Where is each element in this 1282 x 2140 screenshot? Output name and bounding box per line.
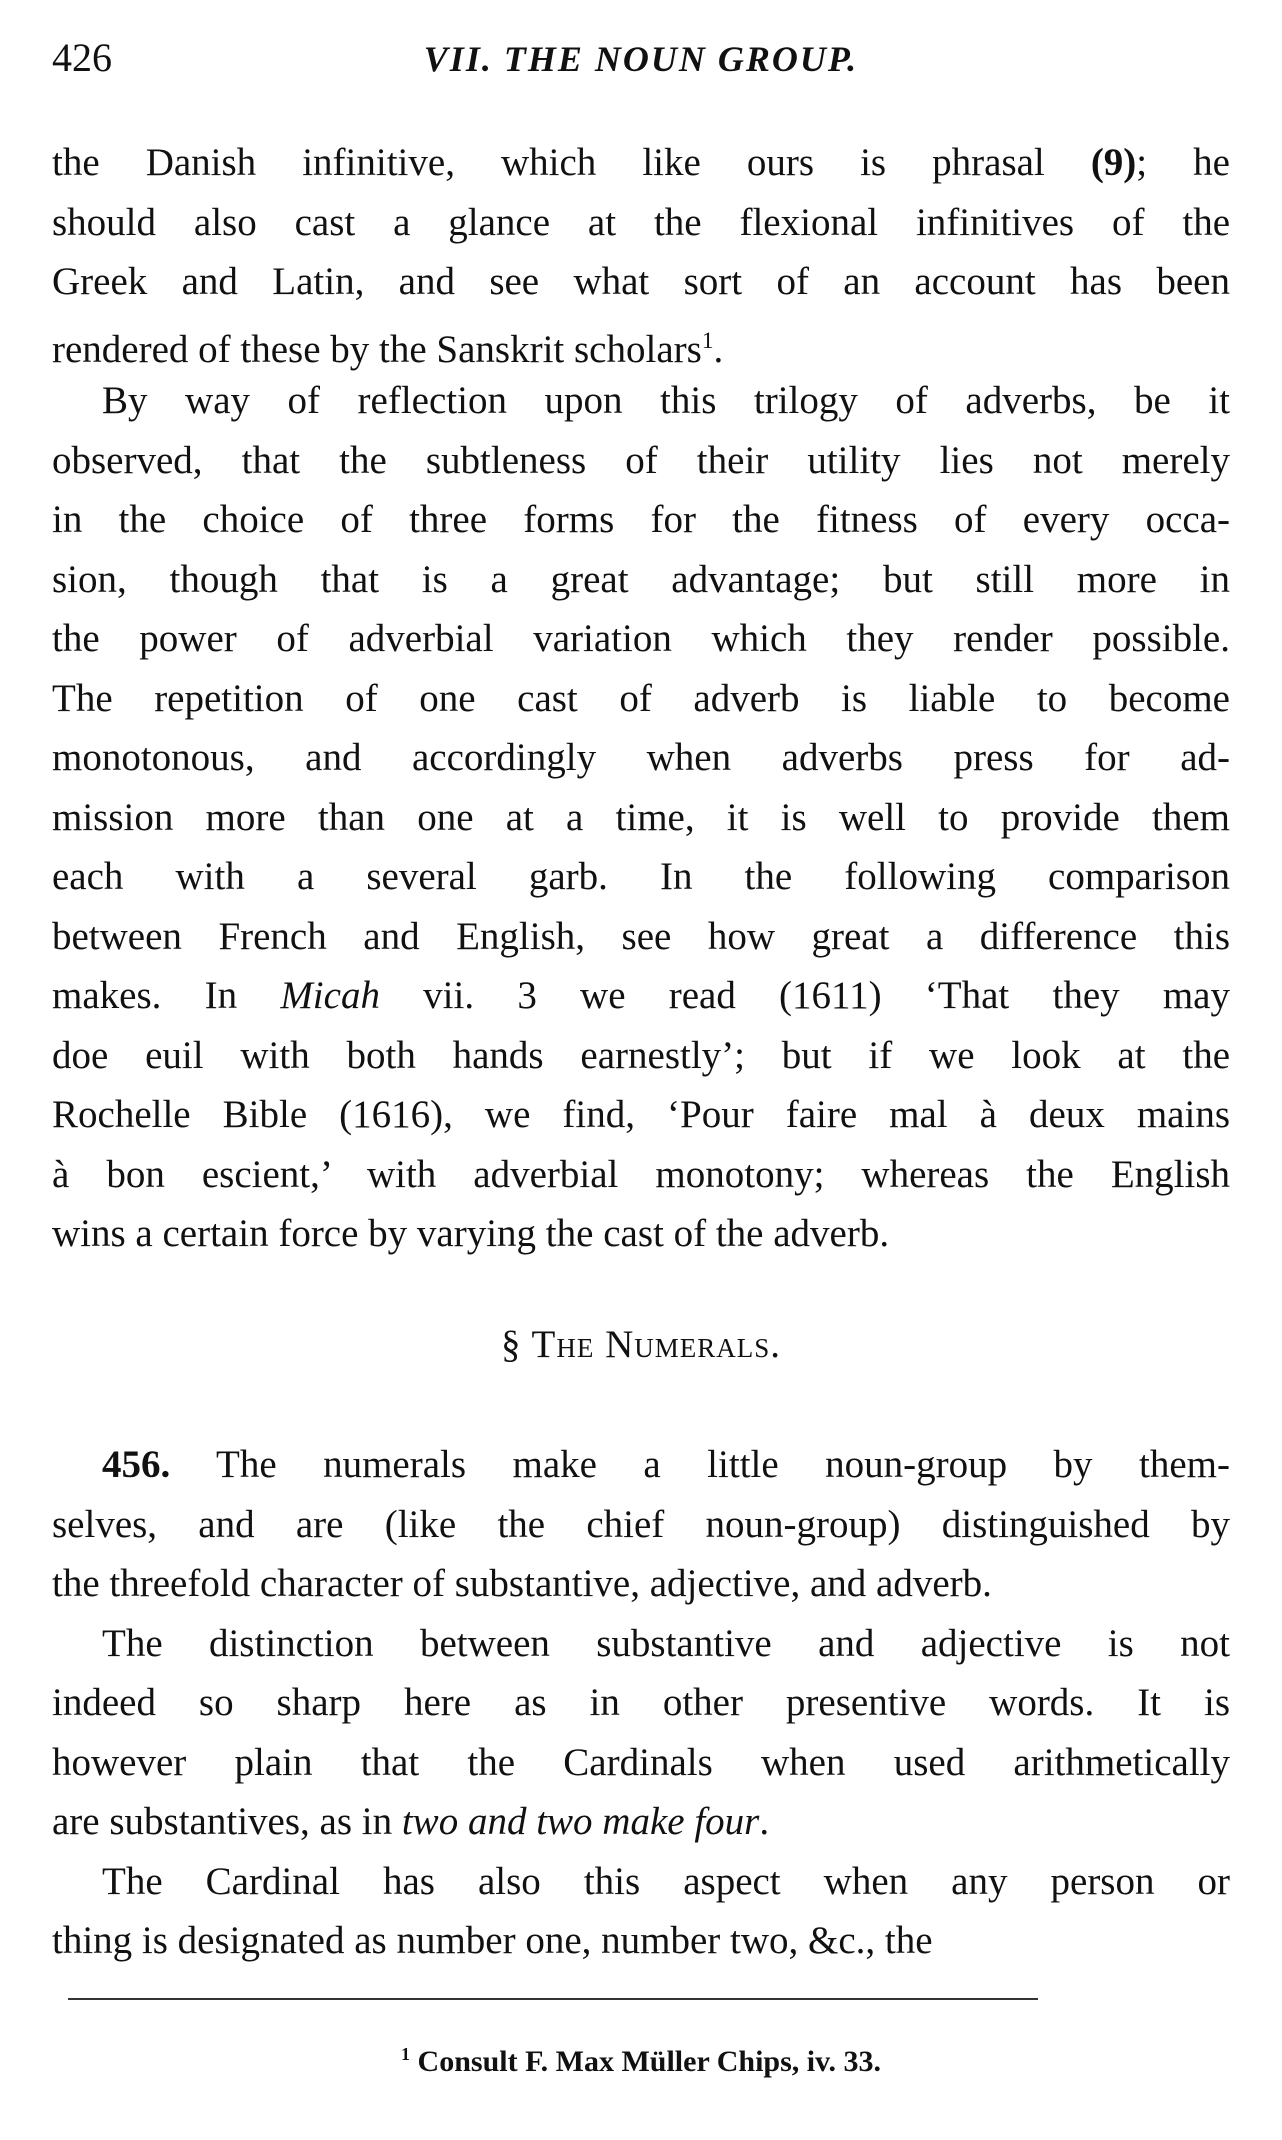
- text-line: [52, 1911, 1230, 1971]
- paragraph: [52, 1435, 1230, 1614]
- text-segment: observed, that the subtleness of their utility lies not merely: [52, 438, 1230, 482]
- text-line: [52, 1673, 1230, 1733]
- text-segment: By way of reflection upon this trilogy of adverbs, be it: [102, 379, 1230, 422]
- section-heading: § The Numerals.: [500, 1322, 782, 1366]
- text-segment: the power of adverbial variation which they render possible.: [52, 617, 1230, 660]
- paragraph: [52, 133, 1230, 371]
- text-line: [52, 431, 1230, 491]
- text-line: [52, 966, 1230, 1026]
- text-segment: the Danish infinitive, which like ours is phrasal: [52, 141, 1091, 184]
- footnote-marker: 1: [401, 2044, 411, 2064]
- text-line: [52, 609, 1230, 669]
- text-line: [52, 193, 1230, 253]
- text-line: [52, 1614, 1230, 1674]
- text-segment: monotonous, and accordingly when adverbs press for ad-: [52, 736, 1230, 779]
- text-line: [52, 1026, 1230, 1086]
- footnote: [0, 2044, 1282, 2079]
- text-line: [52, 1495, 1230, 1555]
- text-segment: two and two make four: [401, 1800, 760, 1843]
- text-line: [52, 252, 1230, 312]
- text-segment: doe euil with both hands earnestly’; but if we look at the: [52, 1033, 1230, 1077]
- running-title: VII. THE NOUN GROUP.: [423, 39, 859, 79]
- text-segment: The numerals make a little noun-group by them-: [170, 1443, 1230, 1486]
- text-line: [52, 1733, 1230, 1793]
- text-line: [52, 1435, 1230, 1495]
- text-line: [52, 1554, 1230, 1614]
- text-segment: vii. 3 we read (1611) ‘That they may: [379, 974, 1230, 1017]
- text-segment: in the choice of three forms for the fitness of every occa-: [52, 498, 1230, 541]
- text-segment: Greek and Latin, and see what sort of an account has been: [52, 260, 1230, 303]
- text-line: [52, 1852, 1230, 1912]
- page-header: [52, 34, 1230, 90]
- text-segment: The Cardinal has also this aspect when any person or: [102, 1859, 1230, 1903]
- footnote-text: Consult F. Max Müller Chips, iv. 33.: [417, 2045, 881, 2078]
- paragraph: [52, 371, 1230, 1264]
- text-line: [52, 371, 1230, 431]
- text-line: [52, 312, 1230, 372]
- footnote-rule: [68, 1998, 1038, 2000]
- text-segment: .: [759, 1800, 770, 1843]
- text-line: [52, 133, 1230, 193]
- text-segment: indeed so sharp here as in other presentive words. It is: [52, 1681, 1230, 1724]
- text-segment: thing is designated as number one, number two, &c., the: [52, 1919, 933, 1962]
- page-number: 426: [52, 35, 112, 80]
- text-segment: makes. In: [52, 974, 281, 1017]
- text-segment: the threefold character of substantive, adjective, and adverb.: [52, 1562, 992, 1605]
- text-segment: mission more than one at a time, it is well to provide them: [52, 795, 1230, 839]
- text-segment: selves, and are (like the chief noun-group) distinguished by: [52, 1502, 1230, 1546]
- text-block-2: [52, 1435, 1230, 1971]
- text-line: [52, 907, 1230, 967]
- text-segment: ; he: [1136, 141, 1230, 184]
- text-segment: .: [713, 327, 724, 371]
- text-line: [52, 1204, 1230, 1264]
- text-segment: wins a certain force by varying the cast of the adverb.: [52, 1212, 890, 1255]
- text-segment: however plain that the Cardinals when used arithmetically: [52, 1740, 1230, 1784]
- text-segment: between French and English, see how great a difference this: [52, 914, 1230, 958]
- text-segment: rendered of these by the Sanskrit scholars: [52, 327, 702, 371]
- text-line: [52, 1085, 1230, 1145]
- text-segment: (9): [1090, 141, 1137, 184]
- text-line: [52, 550, 1230, 610]
- text-segment: each with a several garb. In the following comparison: [52, 855, 1230, 898]
- footnote-reference: 1: [701, 327, 714, 354]
- text-line: [52, 669, 1230, 729]
- text-line: [52, 1792, 1230, 1852]
- text-segment: sion, though that is a great advantage; but still more in: [52, 557, 1230, 601]
- text-line: [52, 788, 1230, 848]
- text-segment: The repetition of one cast of adverb is liable to become: [52, 676, 1230, 720]
- text-segment: The distinction between substantive and adjective is not: [102, 1621, 1230, 1665]
- page-body: [52, 133, 1230, 1971]
- text-line: [52, 728, 1230, 788]
- paragraph: [52, 1614, 1230, 1852]
- text-segment: should also cast a glance at the flexional infinitives of the: [52, 200, 1230, 244]
- text-line: [52, 847, 1230, 907]
- text-segment: 456.: [102, 1443, 171, 1486]
- text-block-1: [52, 133, 1230, 1264]
- text-segment: Micah: [280, 974, 380, 1017]
- paragraph: [52, 1852, 1230, 1971]
- text-line: [52, 490, 1230, 550]
- text-segment: Rochelle Bible (1616), we find, ‘Pour faire mal à deux mains: [52, 1093, 1230, 1136]
- text-segment: are substantives, as in: [52, 1800, 402, 1843]
- text-line: [52, 1145, 1230, 1205]
- text-segment: à bon escient,’ with adverbial monotony; whereas the English: [52, 1152, 1230, 1196]
